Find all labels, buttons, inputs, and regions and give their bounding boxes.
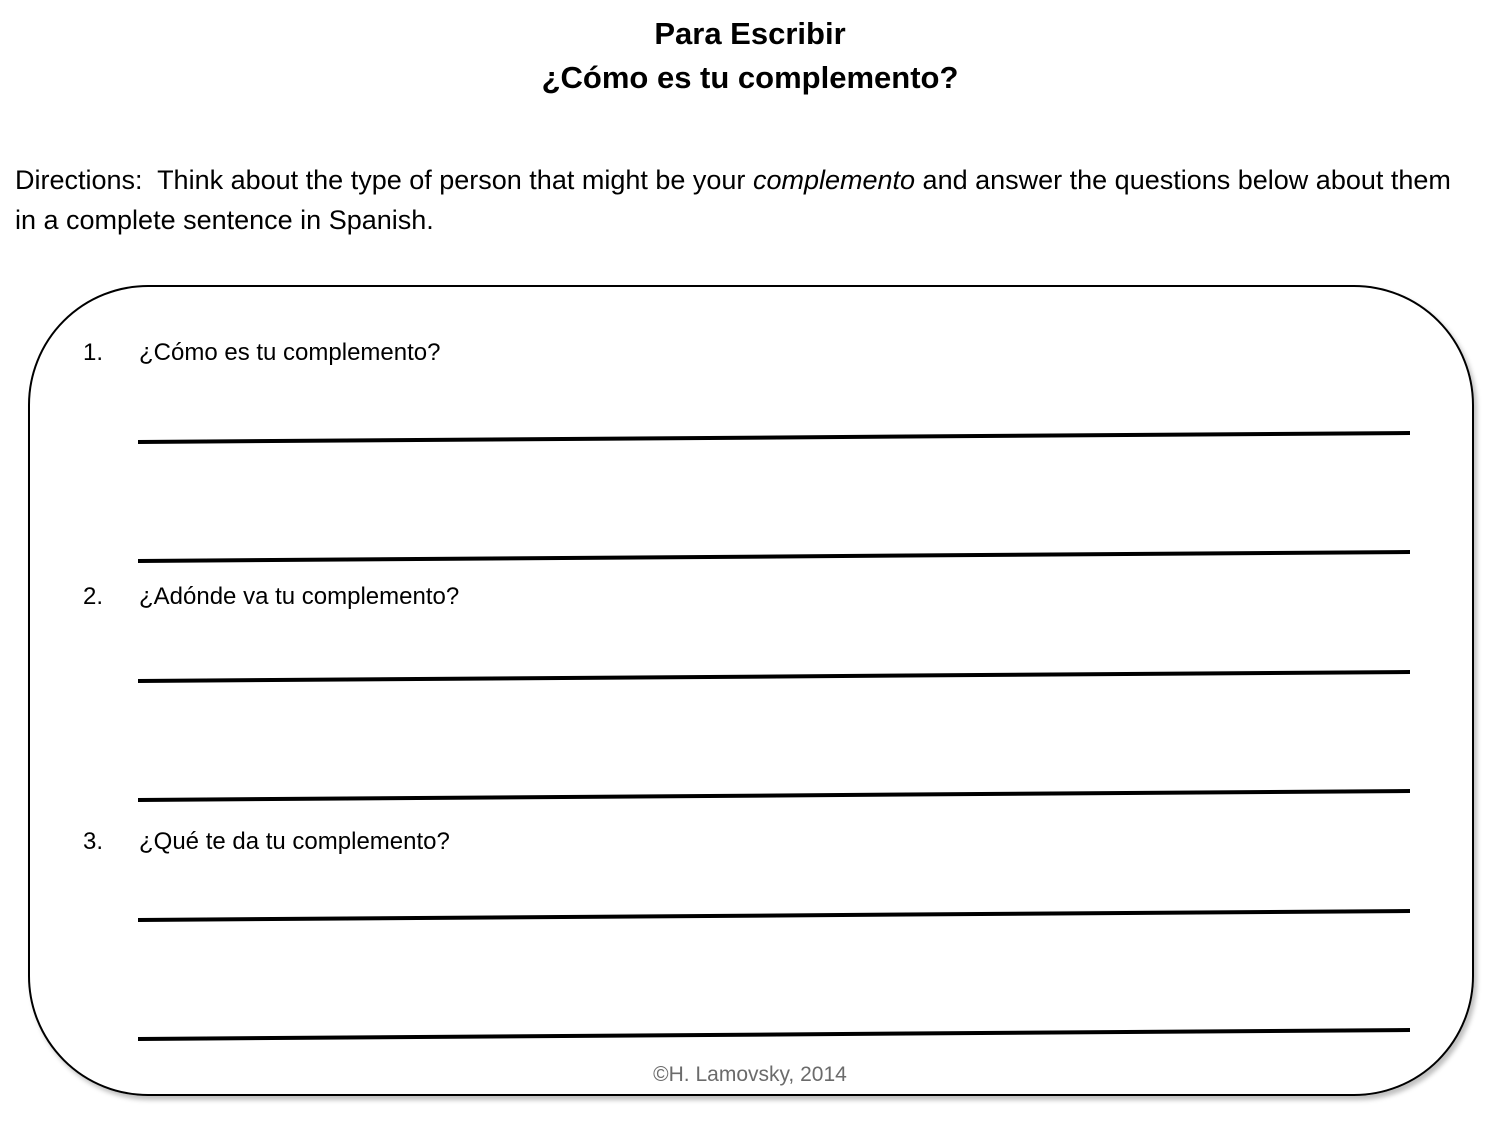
question-3-number: 3. (83, 828, 104, 855)
worksheet-title: Para Escribir (654, 16, 846, 51)
copyright-footer: ©H. Lamovsky, 2014 (653, 1063, 847, 1086)
question-2-number: 2. (83, 583, 104, 610)
directions-paragraph (15, 160, 1475, 240)
directions-text-before: Think about the type of person that might be your (157, 165, 746, 195)
question-2-text: ¿Adónde va tu complemento? (139, 583, 460, 610)
question-1-number: 1. (83, 339, 104, 366)
directions-text-after: and answer the questions below about them in a complete sentence in Spanish. (15, 165, 1451, 235)
answer-box-frame (28, 285, 1474, 1096)
question-1-text: ¿Cómo es tu complemento? (139, 339, 441, 366)
worksheet-subtitle: ¿Cómo es tu complemento? (541, 60, 959, 95)
question-3-text: ¿Qué te da tu complemento? (139, 828, 450, 855)
directions-emphasis: complemento (752, 165, 916, 195)
directions-label: Directions: (15, 165, 143, 195)
